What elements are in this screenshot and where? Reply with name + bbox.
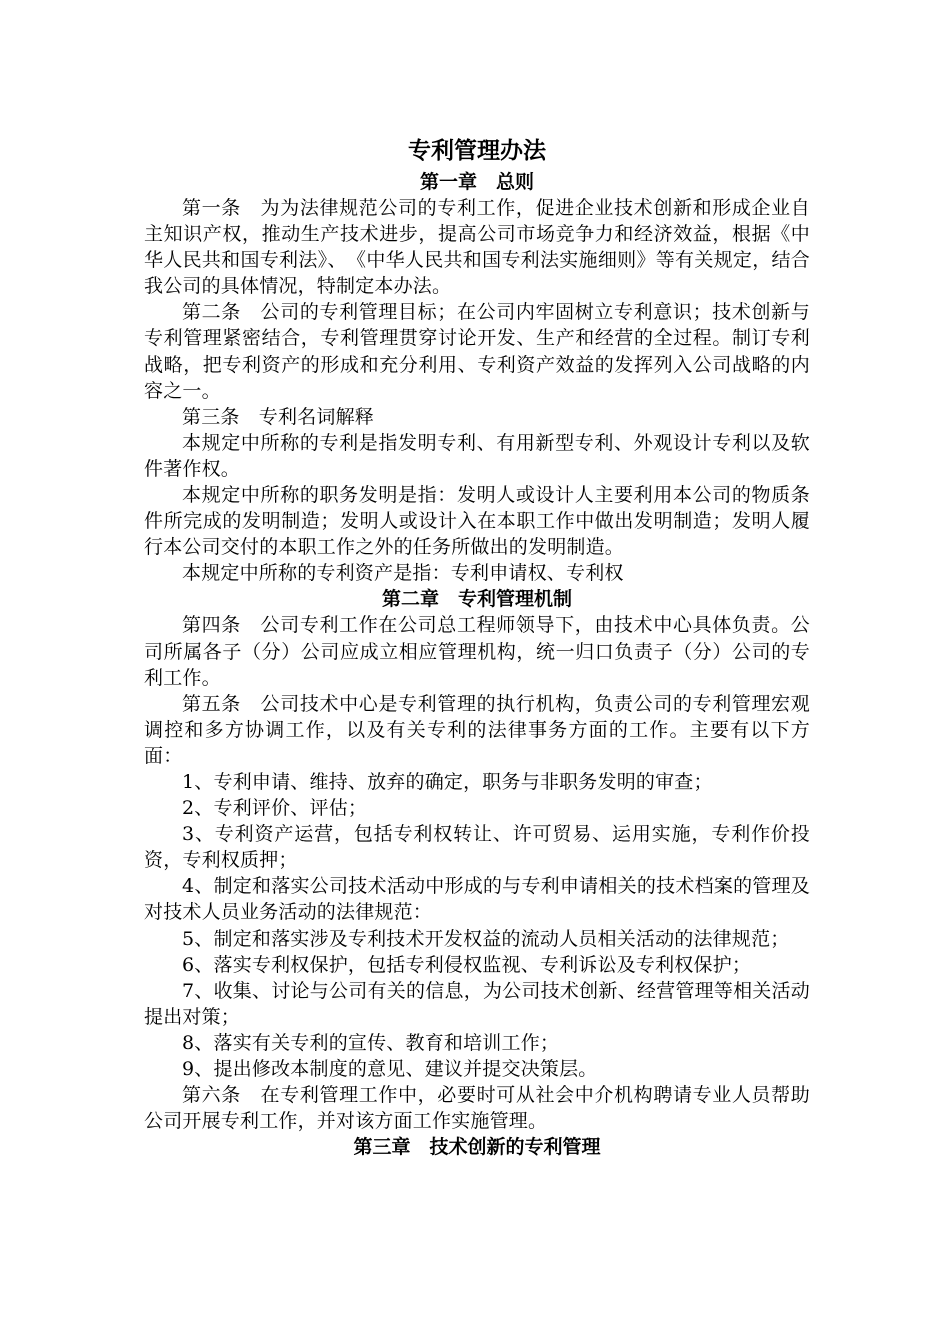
definition-paragraph: 本规定中所称的专利是指发明专利、有用新型专利、外观设计专利以及软件著作权。 bbox=[144, 431, 810, 480]
chapter-heading: 第一章 总则 bbox=[419, 171, 534, 193]
chapter-heading: 第三章 技术创新的专利管理 bbox=[353, 1136, 601, 1159]
list-item: 6、落实专利权保护，包括专利侵权监视、专利诉讼及专利权保护； bbox=[182, 953, 752, 976]
list-item: 1、专利申请、维持、放弃的确定，职务与非职务发明的审查； bbox=[182, 770, 713, 793]
article-paragraph: 第四条 公司专利工作在公司总工程师领导下，由技术中心具体负责。公司所属各子（分）公司应成立相应管理机构，统一归口负责子（分）公司的专利工作。 bbox=[144, 614, 810, 689]
document-title: 专利管理办法 bbox=[408, 137, 546, 164]
article-paragraph: 第一条 为为法律规范公司的专利工作，促进企业技术创新和形成企业自主知识产权，推动生产技术进步，提高公司市场竞争力和经济效益，根据《中华人民共和国专利法》、 《中华人民共和国专利法实施细则》等有关规定，结合我公司的具体情况，特制定本办法。 bbox=[144, 197, 810, 298]
article-paragraph: 第六条 在专利管理工作中，必要时可从社会中介机构聘请专业人员帮助公司开展专利工作，并对该方面工作实施管理。 bbox=[144, 1084, 810, 1133]
article-paragraph: 第三条 专利名词解释 bbox=[182, 405, 375, 428]
document-body bbox=[144, 133, 810, 1160]
list-item: 7、收集、讨论与公司有关的信息，为公司技术创新、经营管理等相关活动提出对策； bbox=[144, 979, 810, 1028]
list-item: 2、专利评价、评估； bbox=[182, 797, 368, 820]
list-item: 4、制定和落实公司技术活动中形成的与专利申请相关的技术档案的管理及对技术人员业务活动的法律规范： bbox=[144, 875, 810, 924]
list-item: 8、落实有关专利的宣传、教育和培训工作； bbox=[182, 1031, 560, 1054]
list-item: 5、制定和落实涉及专利技术开发权益的流动人员相关活动的法律规范； bbox=[182, 927, 790, 950]
list-item: 9、提出修改本制度的意见、建议并提交决策层。 bbox=[182, 1058, 598, 1080]
article-paragraph: 第五条 公司技术中心是专利管理的执行机构，负责公司的专利管理宏观调控和多方协调工作，以及有关专利的法律事务方面的工作。主要有以下方面： bbox=[144, 692, 810, 767]
list-item: 3、专利资产运营，包括专利权转让、许可贸易、运用实施，专利作价投资，专利权质押； bbox=[144, 823, 810, 872]
chapter-heading: 第二章 专利管理机制 bbox=[381, 588, 572, 611]
definition-paragraph: 本规定中所称的专利资产是指：专利申请权、专利权 bbox=[182, 562, 624, 585]
article-paragraph: 第二条 公司的专利管理目标；在公司内牢固树立专利意识；技术创新与专利管理紧密结合，专利管理贯穿讨论开发、生产和经营的全过程。制订专利战略，把专利资产的形成和充分利用、专利资产效益的发挥列入公司战略的内容之一。 bbox=[144, 301, 810, 402]
definition-paragraph: 本规定中所称的职务发明是指：发明人或设计人主要利用本公司的物质条件所完成的发明制造；发明人或设计入在本职工作中做出发明制造；发明人履行本公司交付的本职工作之外的任务所做出的发明制造。 bbox=[144, 484, 810, 559]
